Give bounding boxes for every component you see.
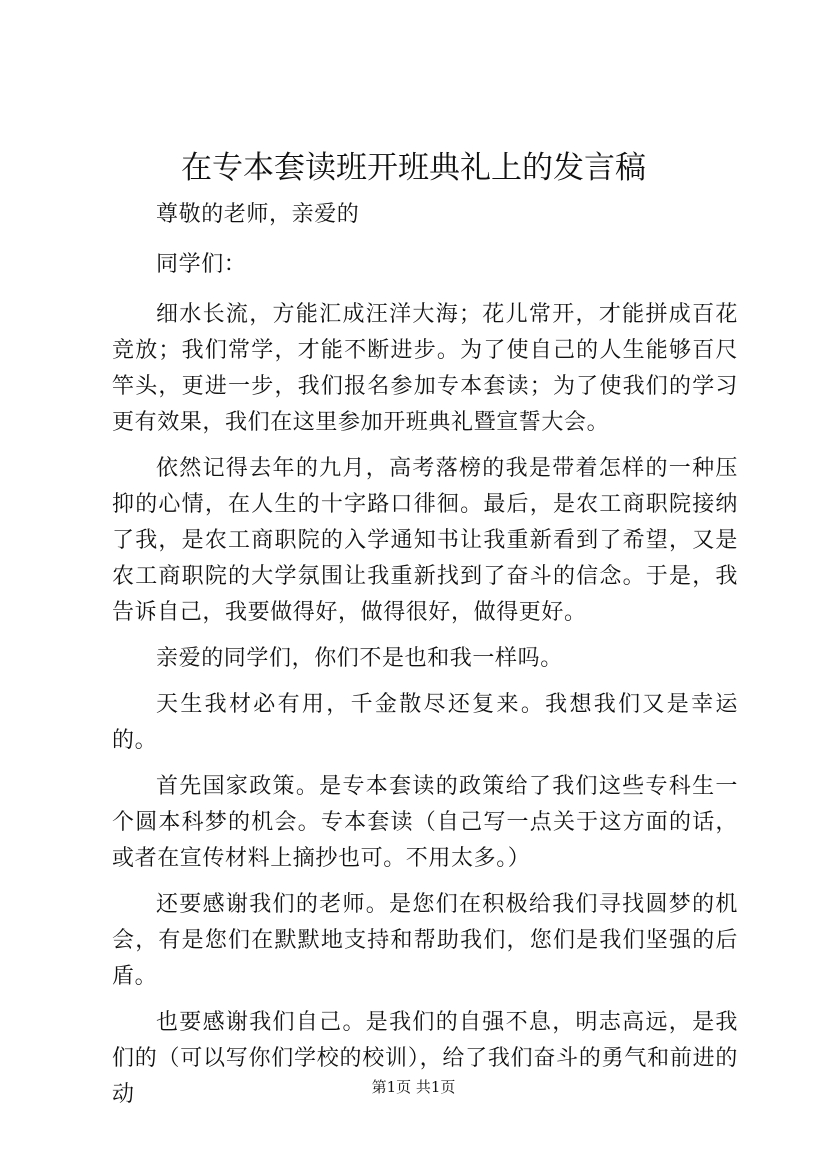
paragraph: 依然记得去年的九月，高考落榜的我是带着怎样的一种压抑的心情，在人生的十字路口徘徊。最后，是农工商职院接纳了我，是农工商职院的入学通知书让我重新看到了希望，又是农工商职院的大学氛围让我重新找到了奋斗的信念。于是，我告诉自己，我要做得好，做得很好，做得更好。: [112, 456, 738, 625]
document-body: [112, 197, 738, 1123]
paragraph: 首先国家政策。是专本套读的政策给了我们这些专科生一个圆本科梦的机会。专本套读（自己写一点关于这方面的话，或者在宣传材料上摘抄也可。不用太多。）: [112, 774, 738, 871]
paragraph: 还要感谢我们的老师。是您们在积极给我们寻找圆梦的机会，有是您们在默默地支持和帮助我们，您们是我们坚强的后盾。: [112, 892, 738, 989]
paragraph-salutation-1: 尊敬的老师，亲爱的: [156, 202, 360, 227]
paragraph-salutation-2: 同学们：: [156, 252, 247, 277]
page-number-footer: 第1页 共1页: [371, 1078, 456, 1096]
paragraph: 亲爱的同学们，你们不是也和我一样吗。: [156, 646, 563, 671]
paragraph: 天生我材必有用，千金散尽还复来。我想我们又是幸运的。: [112, 692, 738, 753]
document-title: 在专本套读班开班典礼上的发言稿: [181, 150, 646, 186]
paragraph: 也要感谢我们自己。是我们的自强不息，明志高远，是我们的（可以写你们学校的校训），给了我们奋斗的勇气和前进的动: [112, 1010, 738, 1107]
paragraph: 细水长流，方能汇成汪洋大海；花儿常开，才能拼成百花竞放；我们常学，才能不断进步。为了使自己的人生能够百尺竿头，更进一步，我们报名参加专本套读；为了使我们的学习更有效果，我们在这里参加开班典礼暨宣誓大会。: [112, 302, 738, 435]
